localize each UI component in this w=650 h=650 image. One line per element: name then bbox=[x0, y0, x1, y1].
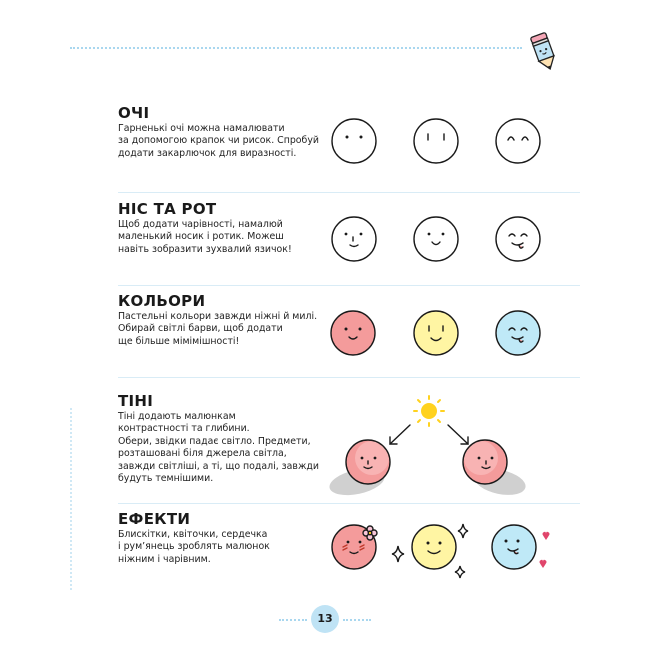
section-title-eyes: ОЧІ bbox=[118, 104, 150, 122]
sparkle-icon bbox=[458, 524, 468, 538]
face-dot-eyes bbox=[332, 119, 376, 163]
section-title-shadows: ТІНІ bbox=[118, 392, 154, 410]
face-nose-mouth-1 bbox=[332, 217, 376, 261]
sparkle-icon bbox=[455, 566, 465, 578]
page-number bbox=[277, 604, 373, 636]
face-happy-eyes bbox=[496, 119, 540, 163]
face-line-eyes bbox=[414, 119, 458, 163]
shaded-face-right bbox=[463, 440, 528, 499]
face-tongue bbox=[496, 217, 540, 261]
section-text-eyes: Гарненькі очі можна намалювати за допомогою крапок чи рисок. Спробуй додати закарлючок для виразності. bbox=[118, 123, 319, 159]
face-yellow-sparkle bbox=[412, 525, 456, 569]
section-text-effects: Блискітки, квіточки, сердечка і рум’янець зроблять малюнок ніжним і чарівним. bbox=[118, 529, 270, 565]
heart-icon bbox=[543, 532, 550, 540]
section-title-nose-mouth: НІС ТА РОТ bbox=[118, 200, 217, 218]
arrow-left-icon bbox=[390, 425, 410, 444]
face-flower bbox=[332, 525, 377, 569]
section-title-colors: КОЛЬОРИ bbox=[118, 292, 206, 310]
face-blue-hearts bbox=[492, 525, 536, 569]
shaded-face-left bbox=[327, 440, 390, 500]
arrow-right-icon bbox=[448, 425, 468, 444]
section-text-colors: Пастельні кольори завжди ніжні й милі. Обирай світлі барви, щоб додати ще більше мімімішності! bbox=[118, 311, 318, 347]
section-text-nose-mouth: Щоб додати чарівності, намалюй маленький носик і ротик. Можеш навіть зобразити зухвалий язичок! bbox=[118, 219, 292, 255]
page-dots-right bbox=[343, 619, 371, 621]
heart-icon bbox=[540, 560, 547, 568]
page-number-badge: 13 bbox=[311, 605, 339, 633]
face-blue bbox=[496, 311, 540, 355]
page-dots-left bbox=[279, 619, 307, 621]
sparkle-icon bbox=[392, 546, 404, 562]
face-yellow bbox=[414, 311, 458, 355]
face-pink bbox=[331, 311, 375, 355]
sun-icon bbox=[414, 396, 444, 426]
face-nose-mouth-2 bbox=[414, 217, 458, 261]
section-title-effects: ЕФЕКТИ bbox=[118, 510, 191, 528]
section-text-shadows: Тіні додають малюнкам контрастності та глибини. Обери, звідки падає світло. Предмети, розташовані біля джерела світла, завжди світліші, а ті, що подалі, завжди будуть темнішими. bbox=[118, 411, 319, 485]
